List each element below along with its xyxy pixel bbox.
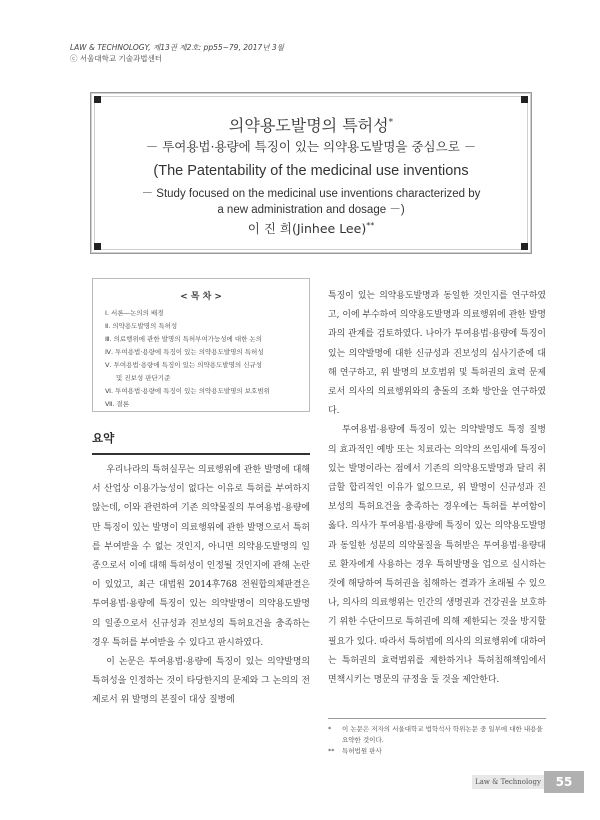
title-box [90,92,532,254]
english-subtitle-line-1: － Study focused on the medicinal use inventions characterized by [141,188,481,200]
toc-item: Ⅵ. 투여용법·용량에 특징이 있는 의약용도발명의 보호범위 [105,387,270,395]
toc-item: Ⅳ. 투여용법·용량에 특징이 있는 의약용도발명의 특허성 [105,348,264,356]
korean-subtitle: － 투여용법·용량에 특징이 있는 의약용도발명을 중심으로 － [145,139,477,154]
author-line [91,219,531,237]
footnote [328,724,546,746]
abstract-paragraph: 특징이 있는 의약용도발명과 동일한 것인지를 연구하였고, 이에 부수하여 의약용도발명과 의료행위에 관한 발명과의 관계를 검토하였다. 나아가 투여용법·용량에 특징이 있는 의약발명에 대한 신규성과 진보성의 심사기준에 대해 연구하고, 위 발명의 보호범위 및 특허권의 효력 문제로서 의사의 의료행위와의 충돌의 조화 방안을 연구하였다. [328,291,546,417]
footnote-text: 특허법원 판사 [342,747,382,755]
footnotes [328,718,546,757]
toc-item-continuation: 및 진보성 판단기준 [116,374,171,382]
corner-square-icon [94,96,101,103]
toc-list [105,307,270,411]
footnote-mark: * [328,725,332,733]
footnote-mark: ** [328,747,335,755]
journal-citation: LAW & TECHNOLOGY, 제13권 제2호: pp55~79, 2017년 3월 [70,43,284,52]
toc-heading: < 목 차 > [180,292,222,302]
english-subtitle-line-2: a new administration and dosage －) [217,204,405,216]
abstract-left-column [92,461,310,711]
english-title: (The Patentability of the medicinal use inventions [153,163,469,179]
table-of-contents [92,278,310,412]
korean-title-text: 의약용도발명의 특허성 [228,116,389,135]
title-footnote-mark: * [388,117,394,128]
abstract-right-column [328,287,546,690]
abstract-paragraph: 이 논문은 투여용법·용량에 특징이 있는 의약발명의 특허성을 인정하는 것이 타당한지의 문제와 그 논의의 전제로서 위 발명의 본질이 대상 질병에 [92,657,310,706]
footnote-text: 이 논문은 저자의 서울대학교 법학석사 학위논문 중 일부에 대한 내용을 요약한 것이다. [342,725,543,744]
page-number: 55 [544,771,584,793]
toc-item: Ⅶ. 결론 [105,400,129,408]
abstract-paragraph: 우리나라의 특허실무는 의료행위에 관한 발명에 대해서 산업상 이용가능성이 없다는 이유로 특허를 부여하지 않는데, 이와 관련하여 기존 의약물질의 투여용법·용량에만 특징이 있는 발명이 의료행위에 관한 발명으로서 특허를 부여받을 수 없는 것인지, 아니면 의약용도발명의 일종으로서 이에 대해 특허성이 인정될 것인지에 관해 논란이 있었고, 최근 대법원 2014후768 전원합의체판결은 투여용법·용량에 특징이 있는 의약발명이 의약용도발명의 일종으로서 신규성과 진보성의 특허요건을 충족하는 경우 특허를 부여받을 수 있다고 판시하였다. [92,465,310,648]
toc-item: Ⅱ. 의약용도발명의 특허성 [105,322,178,330]
journal-publisher: ⓒ 서울대학교 기술과법센터 [70,54,162,63]
toc-item: Ⅲ. 의료행위에 관한 발명의 특허부여가능성에 대한 논의 [105,335,263,343]
journal-header [70,42,284,64]
footnote [328,746,546,757]
footer-journal-label: Law & Technology [472,775,544,789]
author-name: 이 진 희(Jinhee Lee) [247,221,367,236]
corner-square-icon [521,243,528,250]
abstract-paragraph: 투여용법·용량에 특징이 있는 의약발명도 특정 질병의 효과적인 예방 또는 치료라는 의약의 쓰임새에 특징이 있는 발명이라는 점에서 기존의 의약용도발명과 달리 취급할 합리적인 이유가 없으므로, 위 발명이 신규성과 진보성의 특허요건을 충족하는 경우에는 특허를 부여함이 옳다. 의사가 투여용법·용량에 특징이 있는 의약용도발명과 동일한 성분의 의약물질을 특허받은 투여용법·용량대로 환자에게 사용하는 경우 특허발명을 업으로 실시하는 것에 해당하여 특허권을 침해하는 결과가 초래될 수 있으나, 의사의 의료행위는 인간의 생명권과 건강권을 보호하기 위한 수단이므로 특허권에 의해 제한되는 것을 방지할 필요가 있다. 따라서 특허법에 의사의 의료행위에 대하여는 특허권의 효력범위를 제한하거나 특허침해책임에서 면책시키는 명문의 규정을 둘 것을 제안한다. [328,425,546,686]
author-footnote-mark: ** [366,220,375,230]
abstract-heading: 요약 [92,430,310,455]
corner-square-icon [94,243,101,250]
toc-item: Ⅰ. 서론—논의의 배경 [105,309,164,317]
korean-title [91,113,531,136]
corner-square-icon [521,96,528,103]
toc-item: Ⅴ. 투여용법·용량에 특징이 있는 의약용도발명의 신규성 [105,361,263,369]
